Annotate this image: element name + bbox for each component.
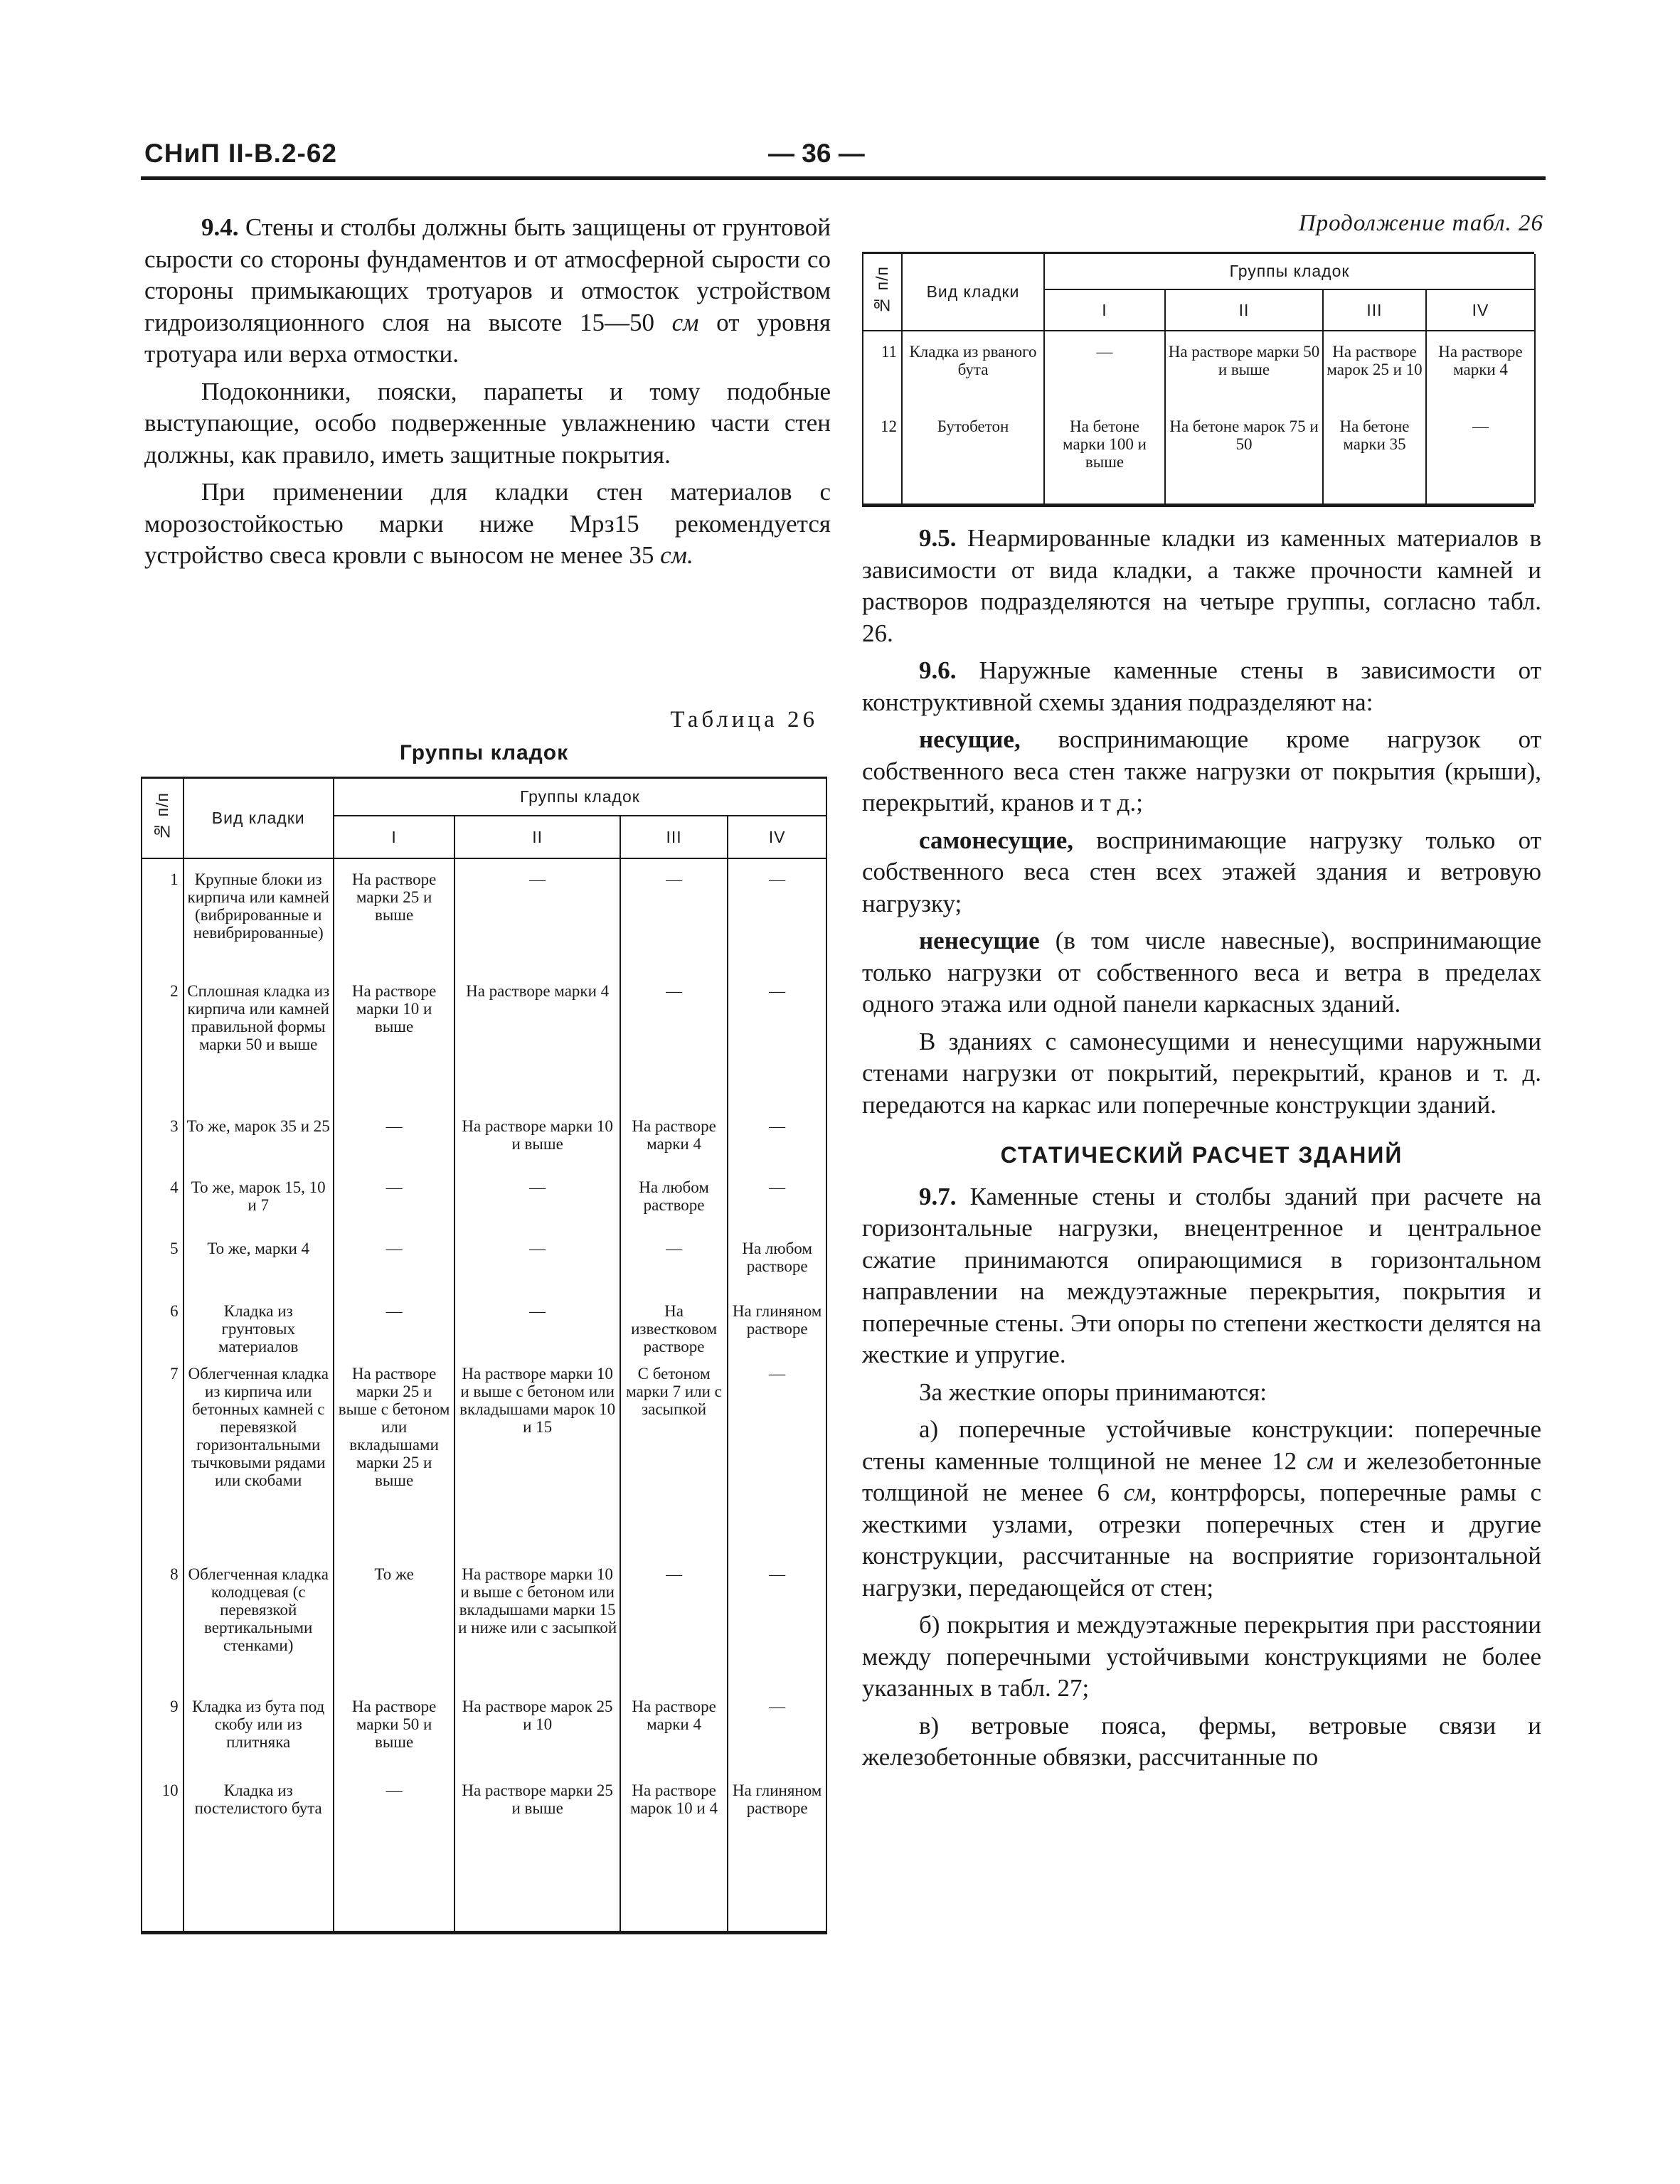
table-row: 8 Облегченная кладка колодцевая (с перевязкой вертикальными стенками) То же На растворе марки 10 и выше с бетоном или вкладышами марки 15 и ниже или с засыпкой — —: [142, 1564, 826, 1696]
table-title: Группы кладок: [399, 741, 569, 765]
table-row: 12 Бутобетон На бетоне марки 100 и выше На бетоне марок 75 и 50 На бетоне марки 35 —: [863, 416, 1535, 504]
list-item-c: в) ветровые пояса, фермы, ветровые связи и железобетонные обвязки, рассчитанные по: [862, 1711, 1541, 1771]
paragraph-9-7: 9.7. Каменные стены и столбы зданий при расчете на горизонтальные нагрузки, внецентренное и центральное сжатие принимаются опирающимися в горизонтальном направлении на междуэтажные перекрытия, покрытия и поперечные стены. Эти опоры по степени жесткости делятся на жесткие и упругие.: [862, 1182, 1541, 1368]
paragraph-9-5: 9.5. Неармированные кладки из каменных материалов в зависимости от вида кладки, а также прочности камней и растворов подразделяются на четыре группы, согласно табл. 26.: [862, 524, 1541, 647]
paragraph-sills: Подоконники, пояски, парапеты и тому подобные выступающие, особо подверженные увлажнению части стен должны, как правило, иметь защитные покрытия.: [144, 377, 831, 469]
paragraph-rigid-supports: За жесткие опоры принимаются:: [919, 1378, 1267, 1406]
page-number: — 36 —: [768, 139, 865, 168]
header-groups: Группы кладок: [1044, 254, 1535, 289]
clause-number: 9.5.: [919, 524, 957, 552]
paragraph-frame: В зданиях с самонесущими и ненесущими наружными стенами нагрузки от покрытий, перекрытий, кранов и т. д. передаются на каркас или поперечные конструкции зданий.: [862, 1027, 1541, 1119]
header-group-1: I: [334, 816, 455, 858]
table-row: 2 Сплошная кладка из кирпича или камней правильной формы марки 50 и выше На растворе марки 10 и выше На растворе марки 4 — —: [142, 981, 826, 1116]
table-row: 3 То же, марок 35 и 25 — На растворе марки 10 и выше На растворе марки 4 —: [142, 1116, 826, 1177]
table-26: [141, 777, 827, 1934]
header-groups: Группы кладок: [334, 779, 826, 816]
table-row: 6 Кладка из грунтовых материалов — — На известковом растворе На глиняном растворе: [142, 1301, 826, 1363]
list-item-b: б) покрытия и междуэтажные перекрытия при расстоянии между поперечными устойчивыми конструкциями не более указанных в табл. 27;: [862, 1611, 1541, 1702]
header-number: № п/п: [863, 254, 902, 331]
paragraph-9-6: 9.6. Наружные каменные стены в зависимости от конструктивной схемы здания подразделяют на:: [862, 656, 1541, 716]
table-row: 9 Кладка из бута под скобу или из плитняка На растворе марки 50 и выше На растворе марок 25 и 10 На растворе марки 4 —: [142, 1696, 826, 1780]
header-kind: Вид кладки: [902, 254, 1044, 331]
table-row: 7 Облегченная кладка из кирпича или бетонных камней с перевязкой горизонтальными тычковыми рядами или скобами На растворе марки 25 и выше с бетоном или вкладышами марки 25 и выше На растворе марки 10 и выше с бетоном или вкладышами марок 10 и 15 С бетоном марки 7 или с засыпкой —: [142, 1363, 826, 1564]
header-group-3: III: [1323, 289, 1426, 331]
right-column: [862, 523, 1541, 1774]
header-kind: Вид кладки: [184, 779, 334, 858]
table-26-continued: [862, 252, 1534, 507]
section-heading: СТАТИЧЕСКИЙ РАСЧЕТ ЗДАНИЙ: [1000, 1142, 1403, 1168]
header-number: № п/п: [142, 779, 184, 858]
left-column: [144, 212, 831, 572]
list-item-a: а) поперечные устойчивые конструкции: поперечные стены каменные толщиной не менее 12 см и железобетонные толщиной не менее 6 см, контрфорсы, поперечные рамы с жесткими узлами, отрезки поперечных стен и другие конструкции, рассчитанные на восприятие горизонтальной нагрузки, передающейся от стен;: [862, 1415, 1542, 1602]
document-code: СНиП II-В.2-62: [144, 139, 337, 168]
table-continuation-caption: Продолжение табл. 26: [1298, 211, 1543, 236]
header-rule: [141, 176, 1546, 180]
clause-number: 9.4.: [201, 213, 239, 241]
header-group-2: II: [454, 816, 620, 858]
paragraph-load-bearing: несущие, воспринимающие кроме нагрузок от собственного веса стен также нагрузки от покрытия (крыши), перекрытий, кранов и т д.;: [862, 725, 1541, 816]
header-group-3: III: [620, 816, 728, 858]
header-group-1: I: [1044, 289, 1165, 331]
clause-number: 9.7.: [919, 1182, 957, 1210]
table-row: 5 То же, марки 4 — — — На любом растворе: [142, 1238, 826, 1301]
table-row: 10 Кладка из постелистого бута — На растворе марки 25 и выше На растворе марок 10 и 4 На глиняном растворе: [142, 1780, 826, 1931]
table-row: 11 Кладка из рваного бута — На растворе марки 50 и выше На растворе марок 25 и 10 На растворе марки 4: [863, 331, 1535, 416]
header-group-4: IV: [1426, 289, 1535, 331]
table-row: 4 То же, марок 15, 10 и 7 — — На любом растворе —: [142, 1177, 826, 1238]
table-row: 1 Крупные блоки из кирпича или камней (вибрированные и невибрированные) На растворе марки 25 и выше — — —: [142, 858, 826, 981]
header-group-4: IV: [728, 816, 826, 858]
paragraph-frost: При применении для кладки стен материалов с морозостойкостью марки ниже Мрз15 рекомендуется устройство свеса кровли с выносом не менее 35 см.: [144, 478, 831, 569]
header-group-2: II: [1165, 289, 1323, 331]
paragraph-non-bearing: ненесущие (в том числе навесные), воспринимающие только нагрузки от собственного веса и ветра в пределах одного этажа или одной панели каркасных зданий.: [862, 927, 1541, 1018]
clause-number: 9.6.: [919, 656, 957, 684]
table-label: Таблица 26: [670, 707, 818, 733]
paragraph-9-4: 9.4. Стены и столбы должны быть защищены от грунтовой сырости со стороны фундаментов и от атмосферной сырости со стороны примыкающих тротуаров и отмосток устройством гидроизоляционного слоя на высоте 15—50 см от уровня тротуара или верха отмостки.: [144, 213, 831, 368]
paragraph-self-bearing: самонесущие, воспринимающие нагрузку только от собственного веса стен всех этажей здания и ветровую нагрузку;: [862, 826, 1541, 917]
